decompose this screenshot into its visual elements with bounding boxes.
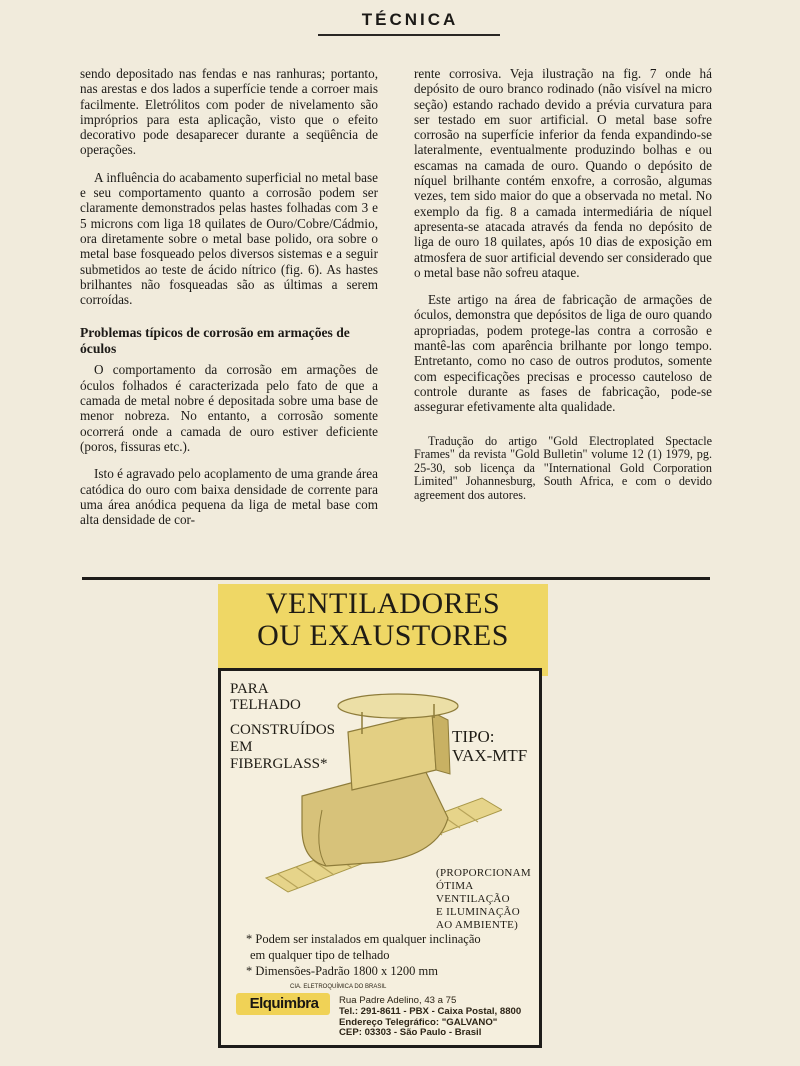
article-right-column: [414, 66, 712, 503]
paragraph: rente corrosiva. Veja ilustração na fig. 7 onde há depósito de ouro branco rodinado (não visível na micro seção) estando rachado devido a prévia curvatura para ser testado em suor artificial. O metal base sofre corrosão na superfície inferior da fenda expandindo-se lateralmente, eventualmente produzindo bolhas e ou escamas na camada de ouro. Quando o depósito de níquel brilhante contém enxofre, a corrosão, algumas vezes, tem sido maior do que a observada no metal. No exemplo da fig. 8 a camada intermediária de níquel apresenta-se atacada através da fenda no depósito de liga de ouro 18 quilates, após 10 dias de exposição em atmosfera de suor artificial devendo ser considerado que o metal base não sofreu ataque.: [414, 66, 712, 280]
ad-benefit: (PROPORCIONAM ÓTIMA VENTILAÇÃO E ILUMINAÇÃO AO AMBIENTE): [436, 867, 531, 931]
section-heading: Problemas típicos de corrosão em armações de óculos: [80, 325, 350, 357]
header-rule: [318, 34, 500, 36]
section-header: TÉCNICA: [361, 10, 459, 29]
company-logo-text: Elquimbra: [249, 995, 319, 1012]
ad-model-type: TIPO: VAX-MTF: [452, 727, 528, 765]
ad-material: CONSTRUÍDOS EM FIBERGLASS*: [230, 722, 336, 772]
section-divider: [82, 577, 710, 580]
company-name-small: CIA. ELETROQUÍMICA DO BRASIL: [290, 984, 387, 990]
translation-credit: Tradução do artigo "Gold Electroplated Spectacle Frames" da revista "Gold Bulletin" volume 12 (1) 1979, pg. 25-30, sob licença da "International Gold Corporation Limited" Johannesburg, South Africa, e com o devido agreement dos autores.: [414, 433, 712, 502]
ad-title: VENTILADORES OU EXAUSTORES: [257, 587, 509, 652]
paragraph: sendo depositado nas fendas e nas ranhuras; portanto, nas arestas e dos lados a superfície tende a corroer mais facilmente. Eletrólitos com poder de nivelamento são impróprios para esta aplicação, visto que o efeito decorativo pode desaparecer durante a seqüência de operações.: [80, 66, 378, 158]
ad-para-telhado: PARA TELHADO: [230, 681, 301, 713]
paragraph: Isto é agravado pelo acoplamento de uma grande área catódica do ouro com baixa densidade de corrente para uma área anódica pequena da liga de metal base com alta densidade de cor-: [80, 466, 378, 528]
paragraph: Este artigo na área de fabricação de armações de óculos, demonstra que depósitos de liga de ouro quando apropriadas, podem protege-las contra a corrosão e mantê-las com aparência brilhante por longo tempo. Entretanto, como no caso de outros produtos, somente com especificações precisas e processo cauteloso de controle durante as fases de fabricação, pode-se assegurar efetivamente alta qualidade.: [414, 292, 712, 415]
paragraph: O comportamento da corrosão em armações de óculos folhados é caracterizada pelo fato de que a camada de metal nobre é depositada sobre uma base de menor nobreza. No entanto, a corrosão somente ocorrerá onde a camada de ouro estiver deficiente (poros, fissuras etc.).: [80, 362, 378, 454]
paragraph: A influência do acabamento superficial no metal base e seu comportamento quanto a corrosão podem ser claramente demonstrados pelas hastes folhadas com 3 e 5 microns com liga 18 quilates de Ouro/Cobre/Cádmio, ora diretamente sobre o metal base polido, ora sobre o metal base fosqueado pelos diversos sistemas e a seguir submetidos ao teste de ácido nítrico (fig. 6). As hastes brilhantes não fosqueadas são as últimas a serem corroídas.: [80, 169, 378, 308]
company-address: Rua Padre Adelino, 43 a 75 Tel.: 291-8611 - PBX - Caixa Postal, 8800 Endereço Telegráfico: "GALVANO" CEP: 03303 - São Paulo - Brasil: [339, 995, 522, 1039]
article-left-column: [80, 66, 378, 539]
ad-notes: * Podem ser instalados em qualquer inclinação em qualquer tipo de telhado * Dimensões-Padrão 1800 x 1200 mm: [246, 932, 481, 978]
